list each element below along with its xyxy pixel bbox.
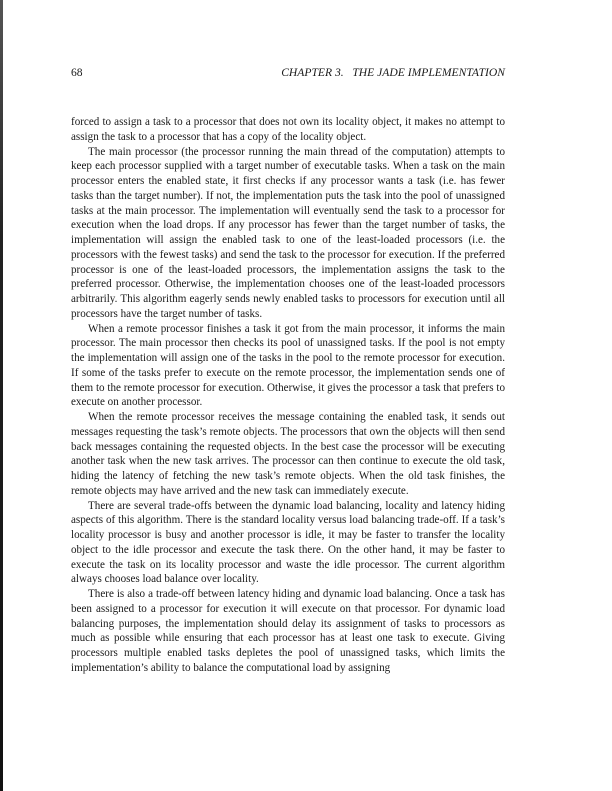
paragraph: There is also a trade-off between latency hiding and dynamic load balancing. Once a task has been assigned to a processor for execution it will execute on that processor. For dynamic load balancing purposes, the implementation should delay its assignment of tasks to processors as much as possible while ensuring that each processor has at least one task to execute. Giving processors multiple enabled tasks depletes the pool of unassigned tasks, which limits the implementation’s ability to balance the computational load by assigning	[71, 588, 505, 674]
paragraph: The main processor (the processor running the main thread of the computation) attempts to keep each processor supplied with a target number of executable tasks. When a task on the main processor enters the enabled state, it first checks if any processor wants a task (i.e. has fewer tasks than the target number). If not, the implementation puts the task into the pool of unassigned tasks at the main processor. The implementation will eventually send the task to a processor for execution when the load drops. If any processor has fewer than the target number of tasks, the implementation will assign the enabled task to one of the least-loaded processors (i.e. the processors with the fewest tasks) and send the task to the processor for execution. If the preferred processor is one of the least-loaded processors, the implementation assigns the task to the preferred processor. Otherwise, the implementation chooses one of the least-loaded processors arbitrarily. This algorithm eagerly sends newly enabled tasks to processors for execution until all processors have the target number of tasks.	[71, 145, 505, 320]
page-number: 68	[71, 66, 83, 79]
paragraph: When a remote processor finishes a task it got from the main processor, it informs the main processor. The main processor then checks its pool of unassigned tasks. If the pool is not empty the implementation will assign one of the tasks in the pool to the remote processor for execution. If some of the tasks prefer to execute on the remote processor, the implementation sends one of them to the remote processor for execution. Otherwise, it gives the processor a task that prefers to execute on another processor.	[71, 322, 505, 409]
scan-edge-shadow	[0, 0, 3, 791]
paragraph: forced to assign a task to a processor that does not own its locality object, it makes no attempt to assign the task to a processor that has a copy of the locality object.	[71, 116, 505, 143]
paragraph: There are several trade-offs between the dynamic load balancing, locality and latency hiding aspects of this algorithm. There is the standard locality versus load balancing trade-off. If a task’s locality processor is busy and another processor is idle, it may be faster to transfer the locality object to the idle processor and execute the task there. On the other hand, it may be faster to execute the task on its locality processor and waste the idle processor. The current algorithm always chooses load balance over locality.	[71, 499, 505, 586]
body-text	[71, 115, 505, 676]
page-header	[71, 66, 505, 82]
paragraph: When the remote processor receives the message containing the enabled task, it sends out messages requesting the task’s remote objects. The processors that own the objects will then send back messages containing the requested objects. In the best case the processor will be executing another task when the new task arrives. The processor can then continue to execute the old task, hiding the latency of fetching the new task’s remote objects. When the old task finishes, the remote objects may have arrived and the new task can immediately execute.	[71, 411, 505, 497]
running-head: CHAPTER 3. THE JADE IMPLEMENTATION	[281, 66, 505, 79]
